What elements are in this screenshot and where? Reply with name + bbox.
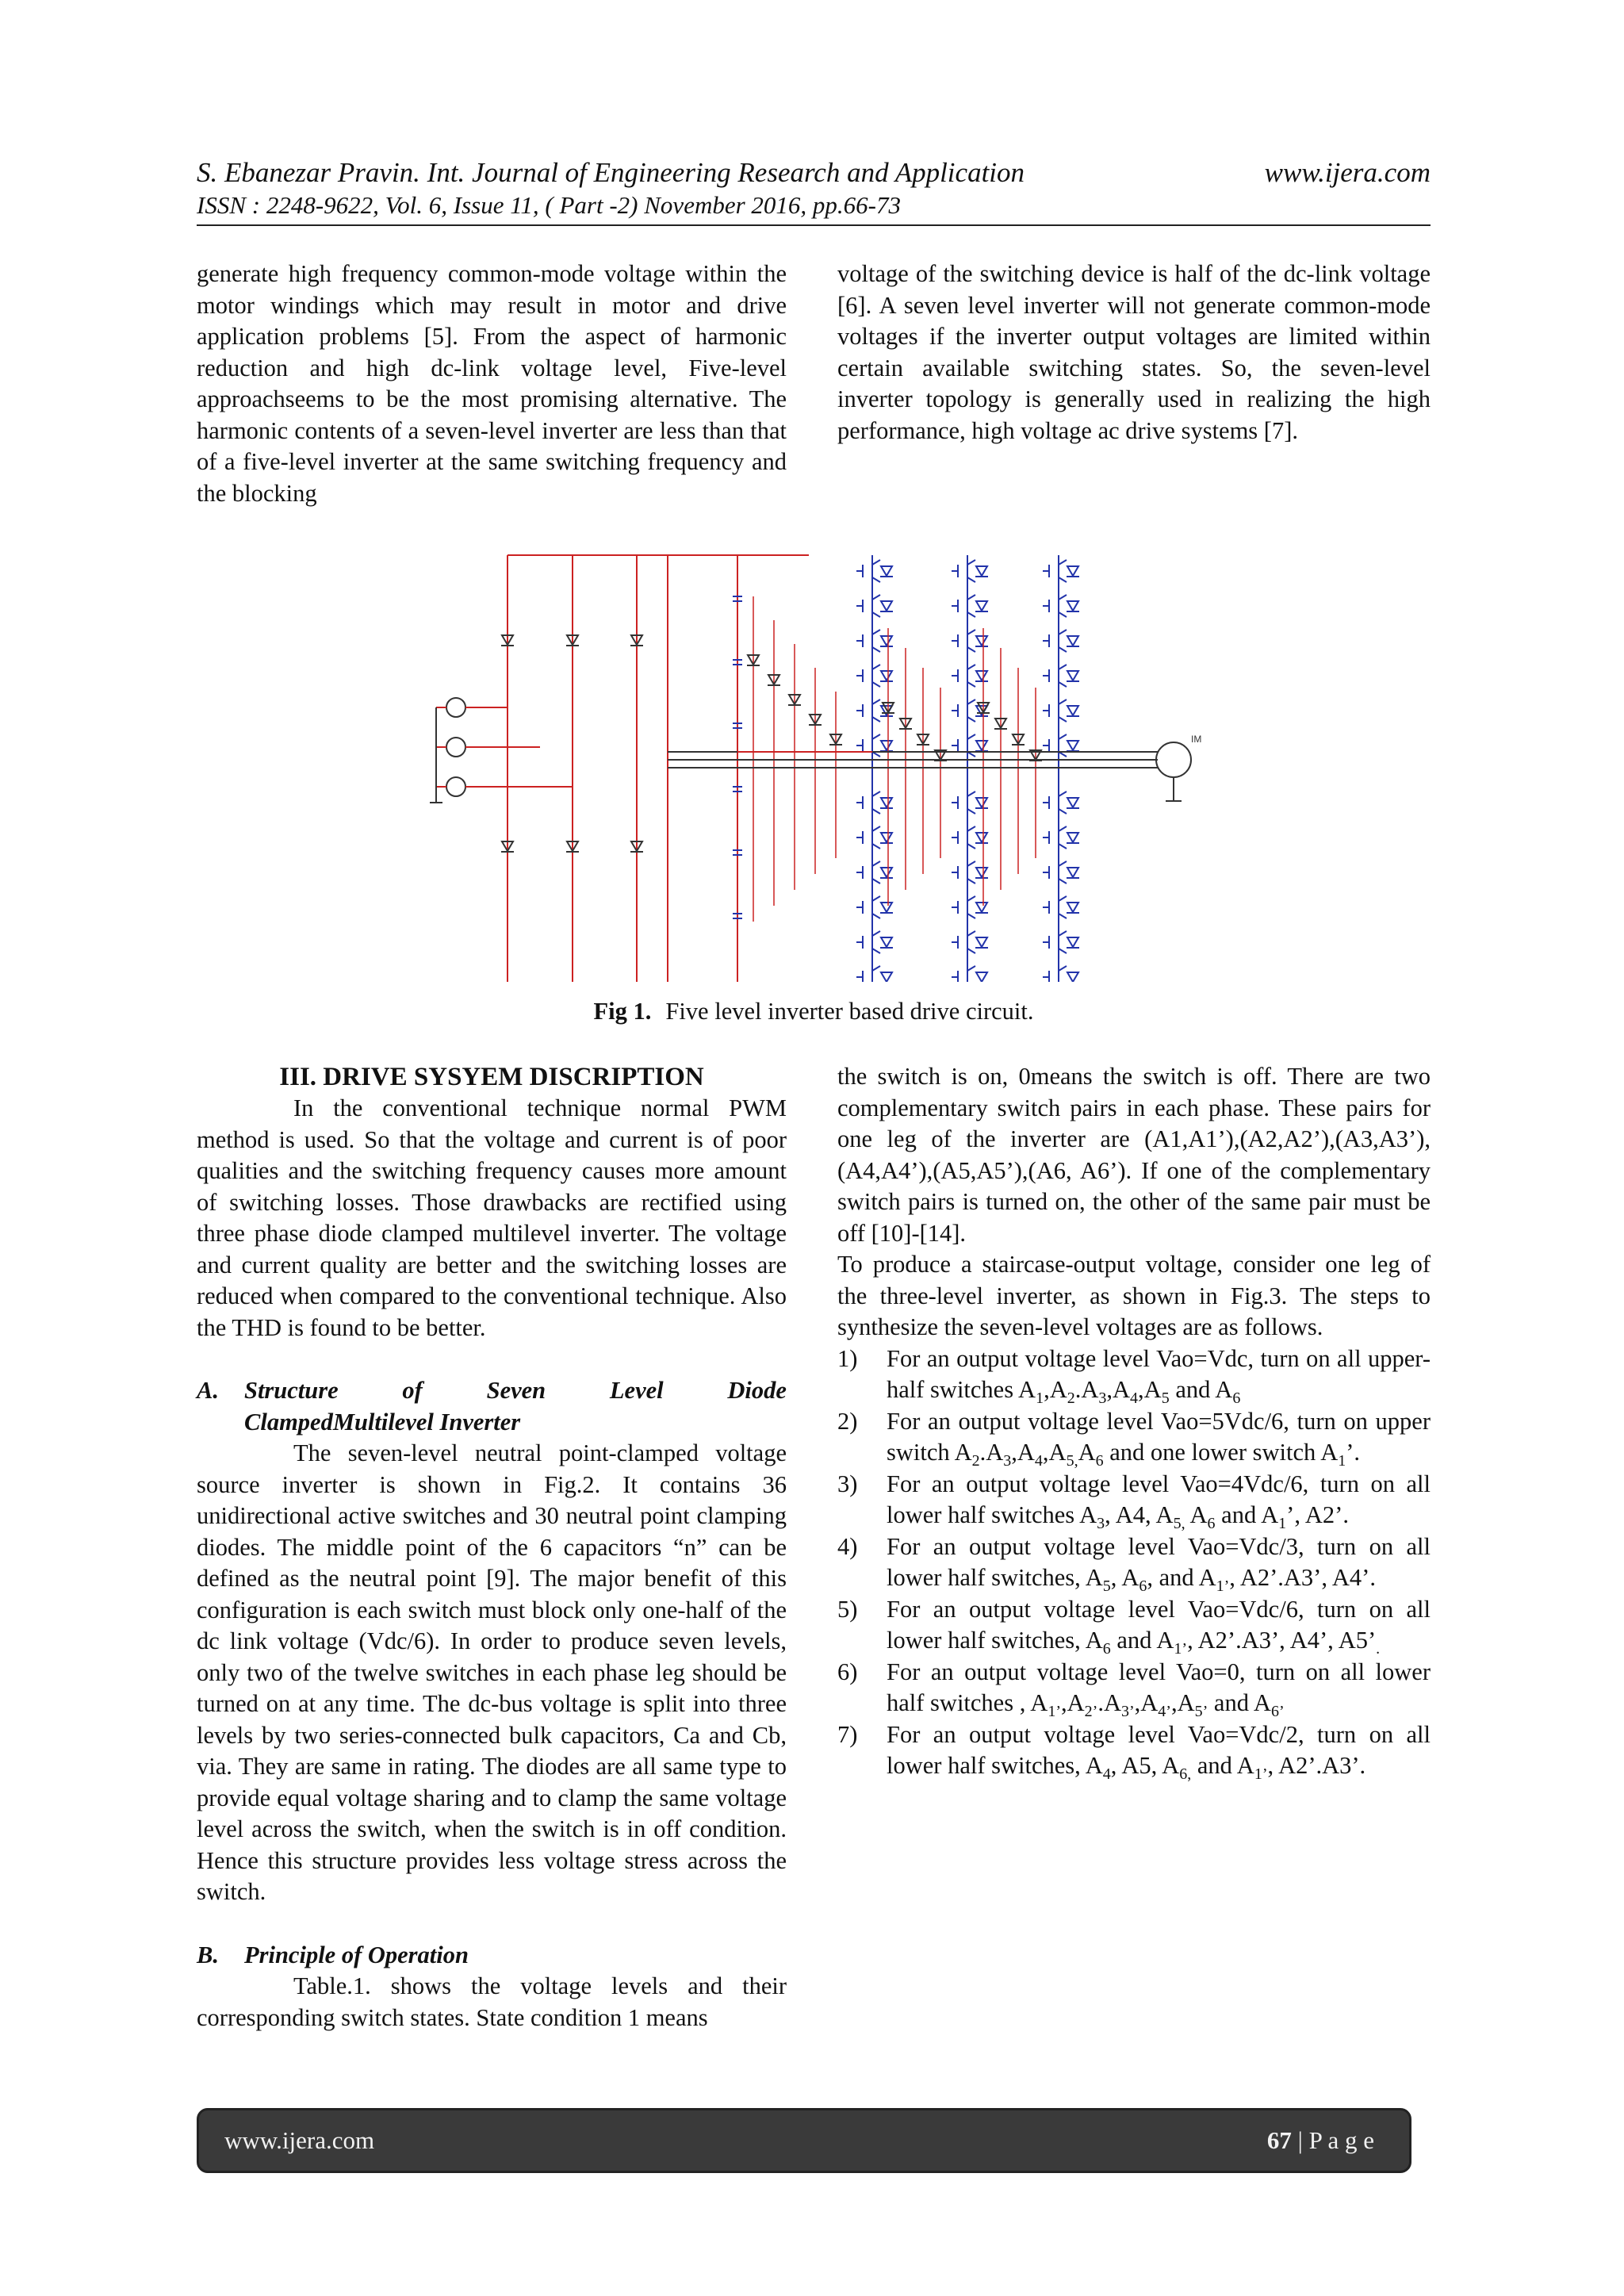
igbt-collector bbox=[967, 700, 975, 704]
igbt-emitter bbox=[1059, 647, 1067, 652]
igbt-emitter bbox=[1059, 879, 1067, 884]
igbt-collector bbox=[872, 595, 880, 600]
top-left-column bbox=[197, 259, 787, 509]
header-website: www.ijera.com bbox=[1264, 157, 1431, 188]
diode-symbol bbox=[881, 566, 892, 576]
diode-symbol bbox=[1067, 798, 1078, 807]
igbt-emitter bbox=[967, 682, 975, 687]
diode-symbol bbox=[1067, 937, 1078, 947]
igbt-emitter bbox=[872, 682, 880, 687]
igbt-emitter bbox=[872, 612, 880, 617]
page-footer bbox=[197, 2108, 1411, 2173]
diode-symbol bbox=[1067, 671, 1078, 680]
igbt-collector bbox=[967, 560, 975, 565]
igbt-emitter bbox=[1059, 914, 1067, 918]
diode-symbol bbox=[881, 636, 892, 646]
diode-symbol bbox=[881, 972, 892, 982]
section-heading: III. DRIVE SYSYEM DISCRIPTION bbox=[279, 1063, 704, 1091]
igbt-collector bbox=[967, 896, 975, 901]
diode-symbol bbox=[1067, 601, 1078, 611]
igbt-emitter bbox=[872, 949, 880, 953]
igbt-collector bbox=[1059, 665, 1067, 669]
igbt-emitter bbox=[967, 809, 975, 814]
diode-symbol bbox=[1067, 566, 1078, 576]
igbt-collector bbox=[872, 560, 880, 565]
bottom-left-column bbox=[197, 1061, 787, 2033]
igbt-collector bbox=[1059, 560, 1067, 565]
igbt-collector bbox=[967, 966, 975, 971]
igbt-collector bbox=[872, 792, 880, 796]
diode-symbol bbox=[1067, 636, 1078, 646]
circuit-figure bbox=[412, 549, 1221, 982]
igbt-collector bbox=[872, 734, 880, 739]
igbt-collector bbox=[1059, 896, 1067, 901]
igbt-emitter bbox=[872, 717, 880, 722]
igbt-collector bbox=[1059, 595, 1067, 600]
igbt-collector bbox=[872, 630, 880, 634]
bottom-right-column bbox=[837, 1061, 1431, 1782]
diode-symbol bbox=[881, 741, 892, 750]
diode-symbol bbox=[881, 671, 892, 680]
header-rule bbox=[197, 224, 1431, 226]
diode-symbol bbox=[1067, 903, 1078, 912]
induction-motor bbox=[1156, 742, 1191, 777]
diode-symbol bbox=[1067, 741, 1078, 750]
motor-label: IM bbox=[1191, 734, 1202, 745]
diode-symbol bbox=[881, 903, 892, 912]
igbt-emitter bbox=[967, 914, 975, 918]
list-item: 1) For an output voltage level Vao=Vdc, turn on all upper-half switches $A_1,A_2.A_3,A_4,A_5$ and $A_6$ bbox=[837, 1344, 1431, 1408]
diode-symbol bbox=[976, 741, 987, 750]
diode-symbol bbox=[881, 937, 892, 947]
list-item: 4) For an output voltage level Vao=Vdc/3, turn on all lower half switches, $A_5$, $A_6$, and $A_{1’}$, A2’.A3’, A4’. bbox=[837, 1532, 1431, 1596]
igbt-emitter bbox=[967, 612, 975, 617]
igbt-collector bbox=[967, 665, 975, 669]
section-paragraph: In the conventional technique normal PWM method is used. So that the voltage and current is of poor qualities and the switching frequency causes more amount of switching losses. Those drawbacks are rectified using three phase diode clamped multilevel inverter. The voltage and current quality are better and the switching losses are reduced when compared to the conventional technique. Also the THD is found to be better. bbox=[197, 1094, 787, 1341]
igbt-collector bbox=[967, 826, 975, 831]
igbt-emitter bbox=[967, 647, 975, 652]
figure-label: Fig 1. bbox=[593, 998, 652, 1025]
diode-symbol bbox=[1067, 833, 1078, 842]
igbt-collector bbox=[872, 931, 880, 936]
list-item: 2) For an output voltage level Vao=5Vdc/6, turn on upper switch $A_2.A_3,A_4,A_{5,}A_6$ and one lower switch $A_1$’. bbox=[837, 1407, 1431, 1470]
diode-symbol bbox=[1067, 868, 1078, 877]
diode-symbol bbox=[881, 833, 892, 842]
diode-symbol bbox=[976, 903, 987, 912]
igbt-emitter bbox=[1059, 844, 1067, 849]
igbt-emitter bbox=[872, 914, 880, 918]
igbt-collector bbox=[967, 630, 975, 634]
top-left-paragraph: generate high frequency common-mode voltage within the motor windings which may result in motor and drive application problems [5]. From the aspect of harmonic reduction and high dc-link voltage level, Five-level approachseems to be the most promising alternative. The harmonic contents of a seven-level inverter are less than that of a five-level inverter at the same switching frequency and the blocking bbox=[197, 260, 787, 507]
ac-source bbox=[446, 777, 465, 796]
diode-symbol bbox=[976, 868, 987, 877]
igbt-emitter bbox=[872, 809, 880, 814]
igbt-emitter bbox=[967, 577, 975, 582]
page-number: 67 | P a g e bbox=[1266, 2126, 1374, 2154]
diode-symbol bbox=[976, 833, 987, 842]
igbt-emitter bbox=[967, 879, 975, 884]
subsection-a-paragraph: The seven-level neutral point-clamped voltage source inverter is shown in Fig.2. It contains 36 unidirectional active switches and 30 neutral point clamping diodes. The middle point of the 6 capacitors “n” can be defined as the neutral point [9]. The major benefit of this configuration is each switch must block only one-half of the dc link voltage (Vdc/6). In order to produce seven levels, only two of the twelve switches in each phase leg should be turned on at any time. The dc-bus voltage is split into three levels by two series-connected bulk capacitors, Ca and Cb, via. They are same in rating. The diodes are all same type to provide equal voltage sharing and to clamp the same voltage level across the switch, when the switch is in off condition. Hence this structure provides less voltage stress across the switch. bbox=[197, 1439, 787, 1905]
igbt-emitter bbox=[1059, 949, 1067, 953]
figure-caption-text: Five level inverter based drive circuit. bbox=[665, 998, 1034, 1025]
igbt-collector bbox=[1059, 931, 1067, 936]
journal-line: S. Ebanezar Pravin. Int. Journal of Engineering Research and Application bbox=[197, 157, 1025, 188]
subsection-b-heading: B. Principle of Operation bbox=[197, 1941, 469, 1968]
diode-symbol bbox=[976, 972, 987, 982]
diode-symbol bbox=[881, 601, 892, 611]
igbt-emitter bbox=[872, 577, 880, 582]
igbt-emitter bbox=[967, 949, 975, 953]
diode-symbol bbox=[976, 671, 987, 680]
igbt-emitter bbox=[1059, 809, 1067, 814]
igbt-collector bbox=[1059, 966, 1067, 971]
igbt-collector bbox=[872, 700, 880, 704]
igbt-collector bbox=[967, 734, 975, 739]
right-paragraph-2: To produce a staircase-output voltage, consider one leg of the three-level inverter, as shown in Fig.3. The steps to synthesize the seven-level voltages are as follows. bbox=[837, 1251, 1431, 1340]
figure-caption bbox=[197, 995, 1431, 1027]
igbt-collector bbox=[872, 826, 880, 831]
list-item: 3) For an output voltage level Vao=4Vdc/6, turn on all lower half switches $A_3$, A4, $A_{5,}$ $A_6$ and $A_1$’, A2’. bbox=[837, 1470, 1431, 1533]
igbt-collector bbox=[1059, 861, 1067, 866]
subsection-b-paragraph: Table.1. shows the voltage levels and their corresponding switch states. State condition 1 means bbox=[197, 1972, 787, 2031]
igbt-collector bbox=[1059, 630, 1067, 634]
igbt-collector bbox=[967, 861, 975, 866]
diode-symbol bbox=[976, 636, 987, 646]
igbt-emitter bbox=[967, 844, 975, 849]
top-right-paragraph: voltage of the switching device is half of the dc-link voltage [6]. A seven level inverter will not generate common-mode voltages if the inverter output voltages are limited within certain available switching states. So, the seven-level inverter topology is generally used in realizing the high performance, high voltage ac drive systems [7]. bbox=[837, 260, 1431, 444]
igbt-emitter bbox=[1059, 717, 1067, 722]
igbt-emitter bbox=[1059, 682, 1067, 687]
igbt-emitter bbox=[1059, 612, 1067, 617]
igbt-collector bbox=[967, 792, 975, 796]
diode-symbol bbox=[881, 868, 892, 877]
igbt-collector bbox=[872, 966, 880, 971]
issn-line: ISSN : 2248-9622, Vol. 6, Issue 11, ( Part -2) November 2016, pp.66-73 bbox=[197, 191, 901, 219]
ac-source bbox=[446, 698, 465, 717]
igbt-collector bbox=[1059, 792, 1067, 796]
igbt-collector bbox=[872, 861, 880, 866]
igbt-collector bbox=[967, 931, 975, 936]
ac-source bbox=[446, 738, 465, 757]
igbt-collector bbox=[1059, 700, 1067, 704]
list-item: 7) For an output voltage level Vao=Vdc/2, turn on all lower half switches, $A_4$, A5, $A_{6,}$ and $A_{1’}$, A2’.A3’. bbox=[837, 1720, 1431, 1784]
igbt-emitter bbox=[872, 647, 880, 652]
diode-symbol bbox=[976, 937, 987, 947]
diode-symbol bbox=[976, 566, 987, 576]
list-item: 5) For an output voltage level Vao=Vdc/6, turn on all lower half switches, $A_6$ and $A_{1’}$, A2’.A3’, A4’, $A5’_.$ bbox=[837, 1595, 1431, 1658]
diode-symbol bbox=[976, 601, 987, 611]
igbt-emitter bbox=[1059, 577, 1067, 582]
switch-steps-list bbox=[837, 1343, 1431, 1782]
diode-symbol bbox=[1067, 706, 1078, 715]
diode-symbol bbox=[976, 798, 987, 807]
footer-website: www.ijera.com bbox=[224, 2126, 375, 2154]
subsection-a-heading: A. Structure of Seven Level Diode ClampedMultilevel Inverter bbox=[197, 1377, 787, 1435]
right-paragraph-1: the switch is on, 0means the switch is off. There are two complementary switch pairs in each phase. These pairs for one leg of the inverter are (A1,A1’),(A2,A2’),(A3,A3’),(A4,A4’),(A5,A5’),(A6, A6’). If one of the complementary switch pairs is turned on, the other of the same pair must be off [10]-[14]. bbox=[837, 1063, 1431, 1247]
igbt-emitter bbox=[967, 717, 975, 722]
igbt-collector bbox=[872, 665, 880, 669]
igbt-emitter bbox=[872, 844, 880, 849]
igbt-collector bbox=[872, 896, 880, 901]
diode-symbol bbox=[1067, 972, 1078, 982]
diode-symbol bbox=[881, 798, 892, 807]
list-item: 6) For an output voltage level Vao=0, turn on all lower half switches , $A_{1’},A_{2’}.A_{3’},A_{4’},A_{5’}$ and $A_{6’}$ bbox=[837, 1658, 1431, 1721]
page-header bbox=[197, 155, 1431, 220]
igbt-emitter bbox=[872, 879, 880, 884]
igbt-collector bbox=[1059, 734, 1067, 739]
top-right-column bbox=[837, 259, 1431, 447]
igbt-collector bbox=[1059, 826, 1067, 831]
igbt-collector bbox=[967, 595, 975, 600]
